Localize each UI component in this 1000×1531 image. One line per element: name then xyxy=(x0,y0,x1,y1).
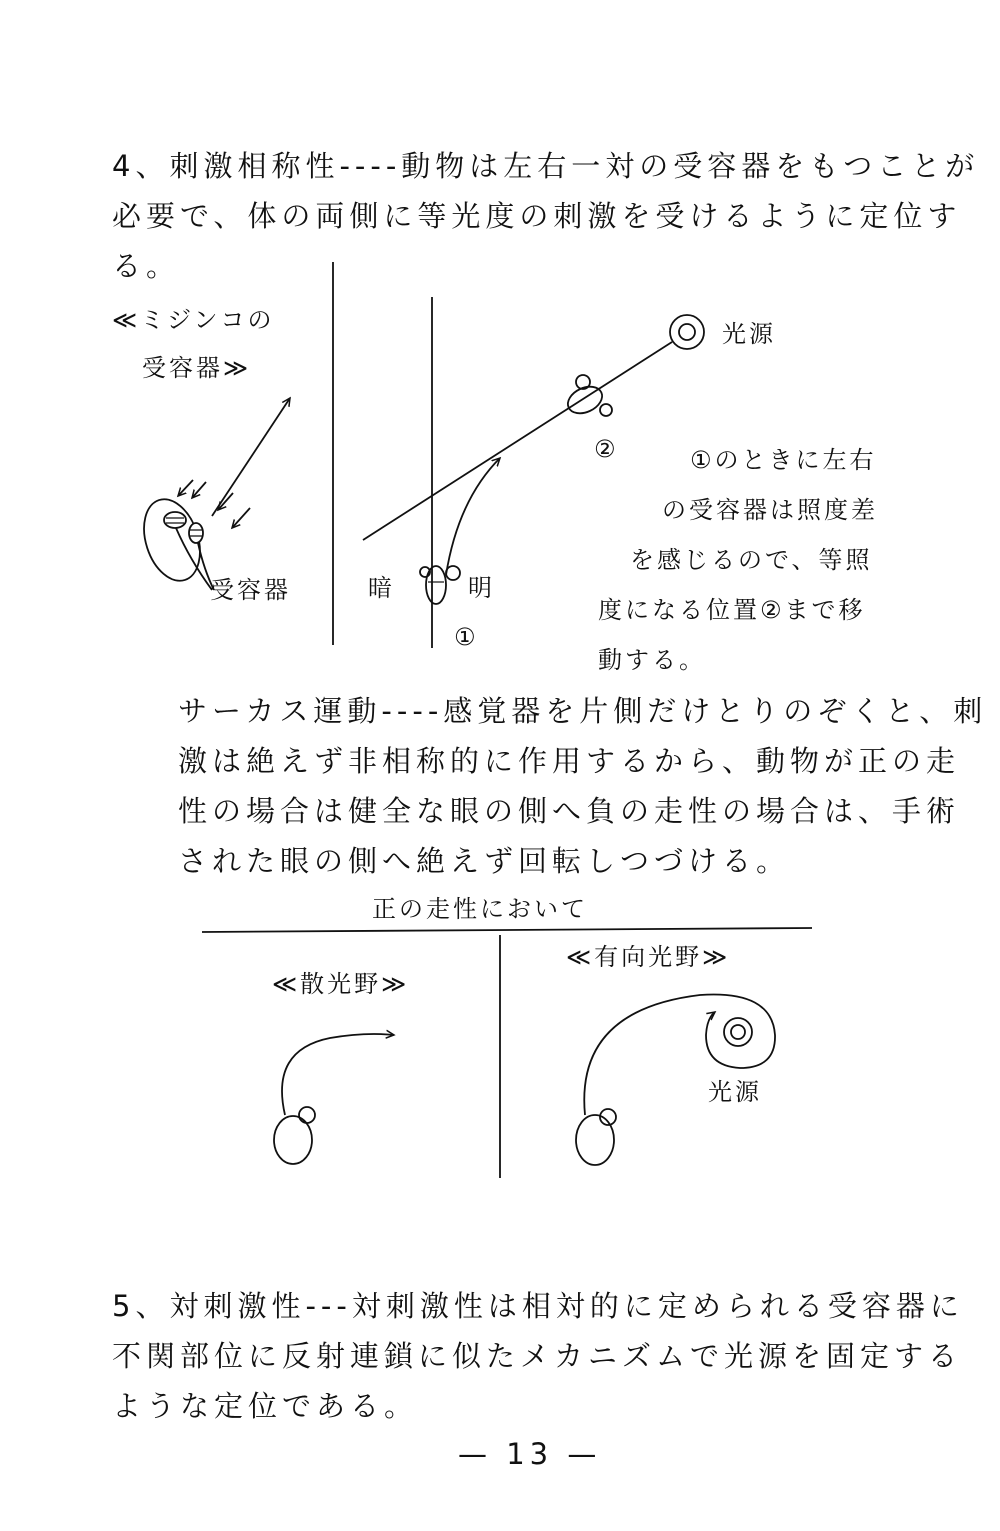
diffuse-light-title: ≪散光野≫ xyxy=(272,970,410,998)
page-number: — 13 — xyxy=(458,1437,602,1471)
section5-line2: 不関部位に反射連鎖に似たメカニズムで光源を固定する xyxy=(112,1339,963,1373)
section5-line1: 5、対刺激性---対刺激性は相対的に定められる受容器に xyxy=(112,1289,964,1323)
section4-line3: る。 xyxy=(112,249,181,283)
circus-line3: 性の場合は健全な眼の側へ負の走性の場合は、手術 xyxy=(178,794,961,828)
light-source-label-2: 光源 xyxy=(708,1078,762,1106)
section5-line3: ような定位である。 xyxy=(112,1389,419,1423)
section4-line1: 4、刺激相称性----動物は左右一対の受容器をもつことが xyxy=(112,149,980,183)
daphnia-figure-title-line2: 受容器≫ xyxy=(142,354,252,382)
incident-light-arrows xyxy=(178,480,250,528)
receptor-label: 受容器 xyxy=(210,576,291,604)
daphnia-body-icon xyxy=(134,492,214,590)
figure1-note-line1: ①のときに左右 xyxy=(690,446,877,474)
figure1-note-line2: の受容器は照度差 xyxy=(662,496,878,524)
figure1-note-line5: 動する。 xyxy=(598,646,706,674)
animal-directed-icon xyxy=(576,1109,616,1165)
directed-light-title: ≪有向光野≫ xyxy=(566,943,731,971)
bright-label: 明 xyxy=(468,574,495,602)
figure1-note-line4: 度になる位置②まで移 xyxy=(598,596,866,624)
light-source-label: 光源 xyxy=(722,320,776,348)
light-beam-line xyxy=(363,342,672,540)
circus-line1: サーカス運動----感覚器を片側だけとりのぞくと、刺 xyxy=(178,694,988,728)
circus-line4: された眼の側へ絶えず回転しつづける。 xyxy=(178,844,791,878)
figure2-heading: 正の走性において xyxy=(372,895,588,923)
movement-arrow xyxy=(446,458,500,575)
figure2-top-rule xyxy=(202,928,812,932)
dark-label: 暗 xyxy=(368,574,395,602)
position-2-label: ② xyxy=(594,435,619,463)
animal-position-1-icon xyxy=(420,566,460,604)
position-1-label: ① xyxy=(454,623,479,651)
daphnia-figure-title-line1: ≪ミジンコの xyxy=(112,306,275,334)
section4-line2: 必要で、体の両側に等光度の刺激を受けるように定位す xyxy=(112,199,962,233)
diffuse-path-arrow xyxy=(282,1034,394,1115)
figure1-note-line3: を感じるので、等照 xyxy=(630,546,873,574)
animal-diffuse-icon xyxy=(274,1107,315,1164)
light-source-icon xyxy=(670,315,704,349)
circus-line2: 激は絶えず非相称的に作用するから、動物が正の走 xyxy=(178,744,961,778)
light-source-icon-2 xyxy=(724,1018,752,1046)
spiral-path-arrow xyxy=(584,995,775,1116)
response-arrow xyxy=(212,398,290,516)
